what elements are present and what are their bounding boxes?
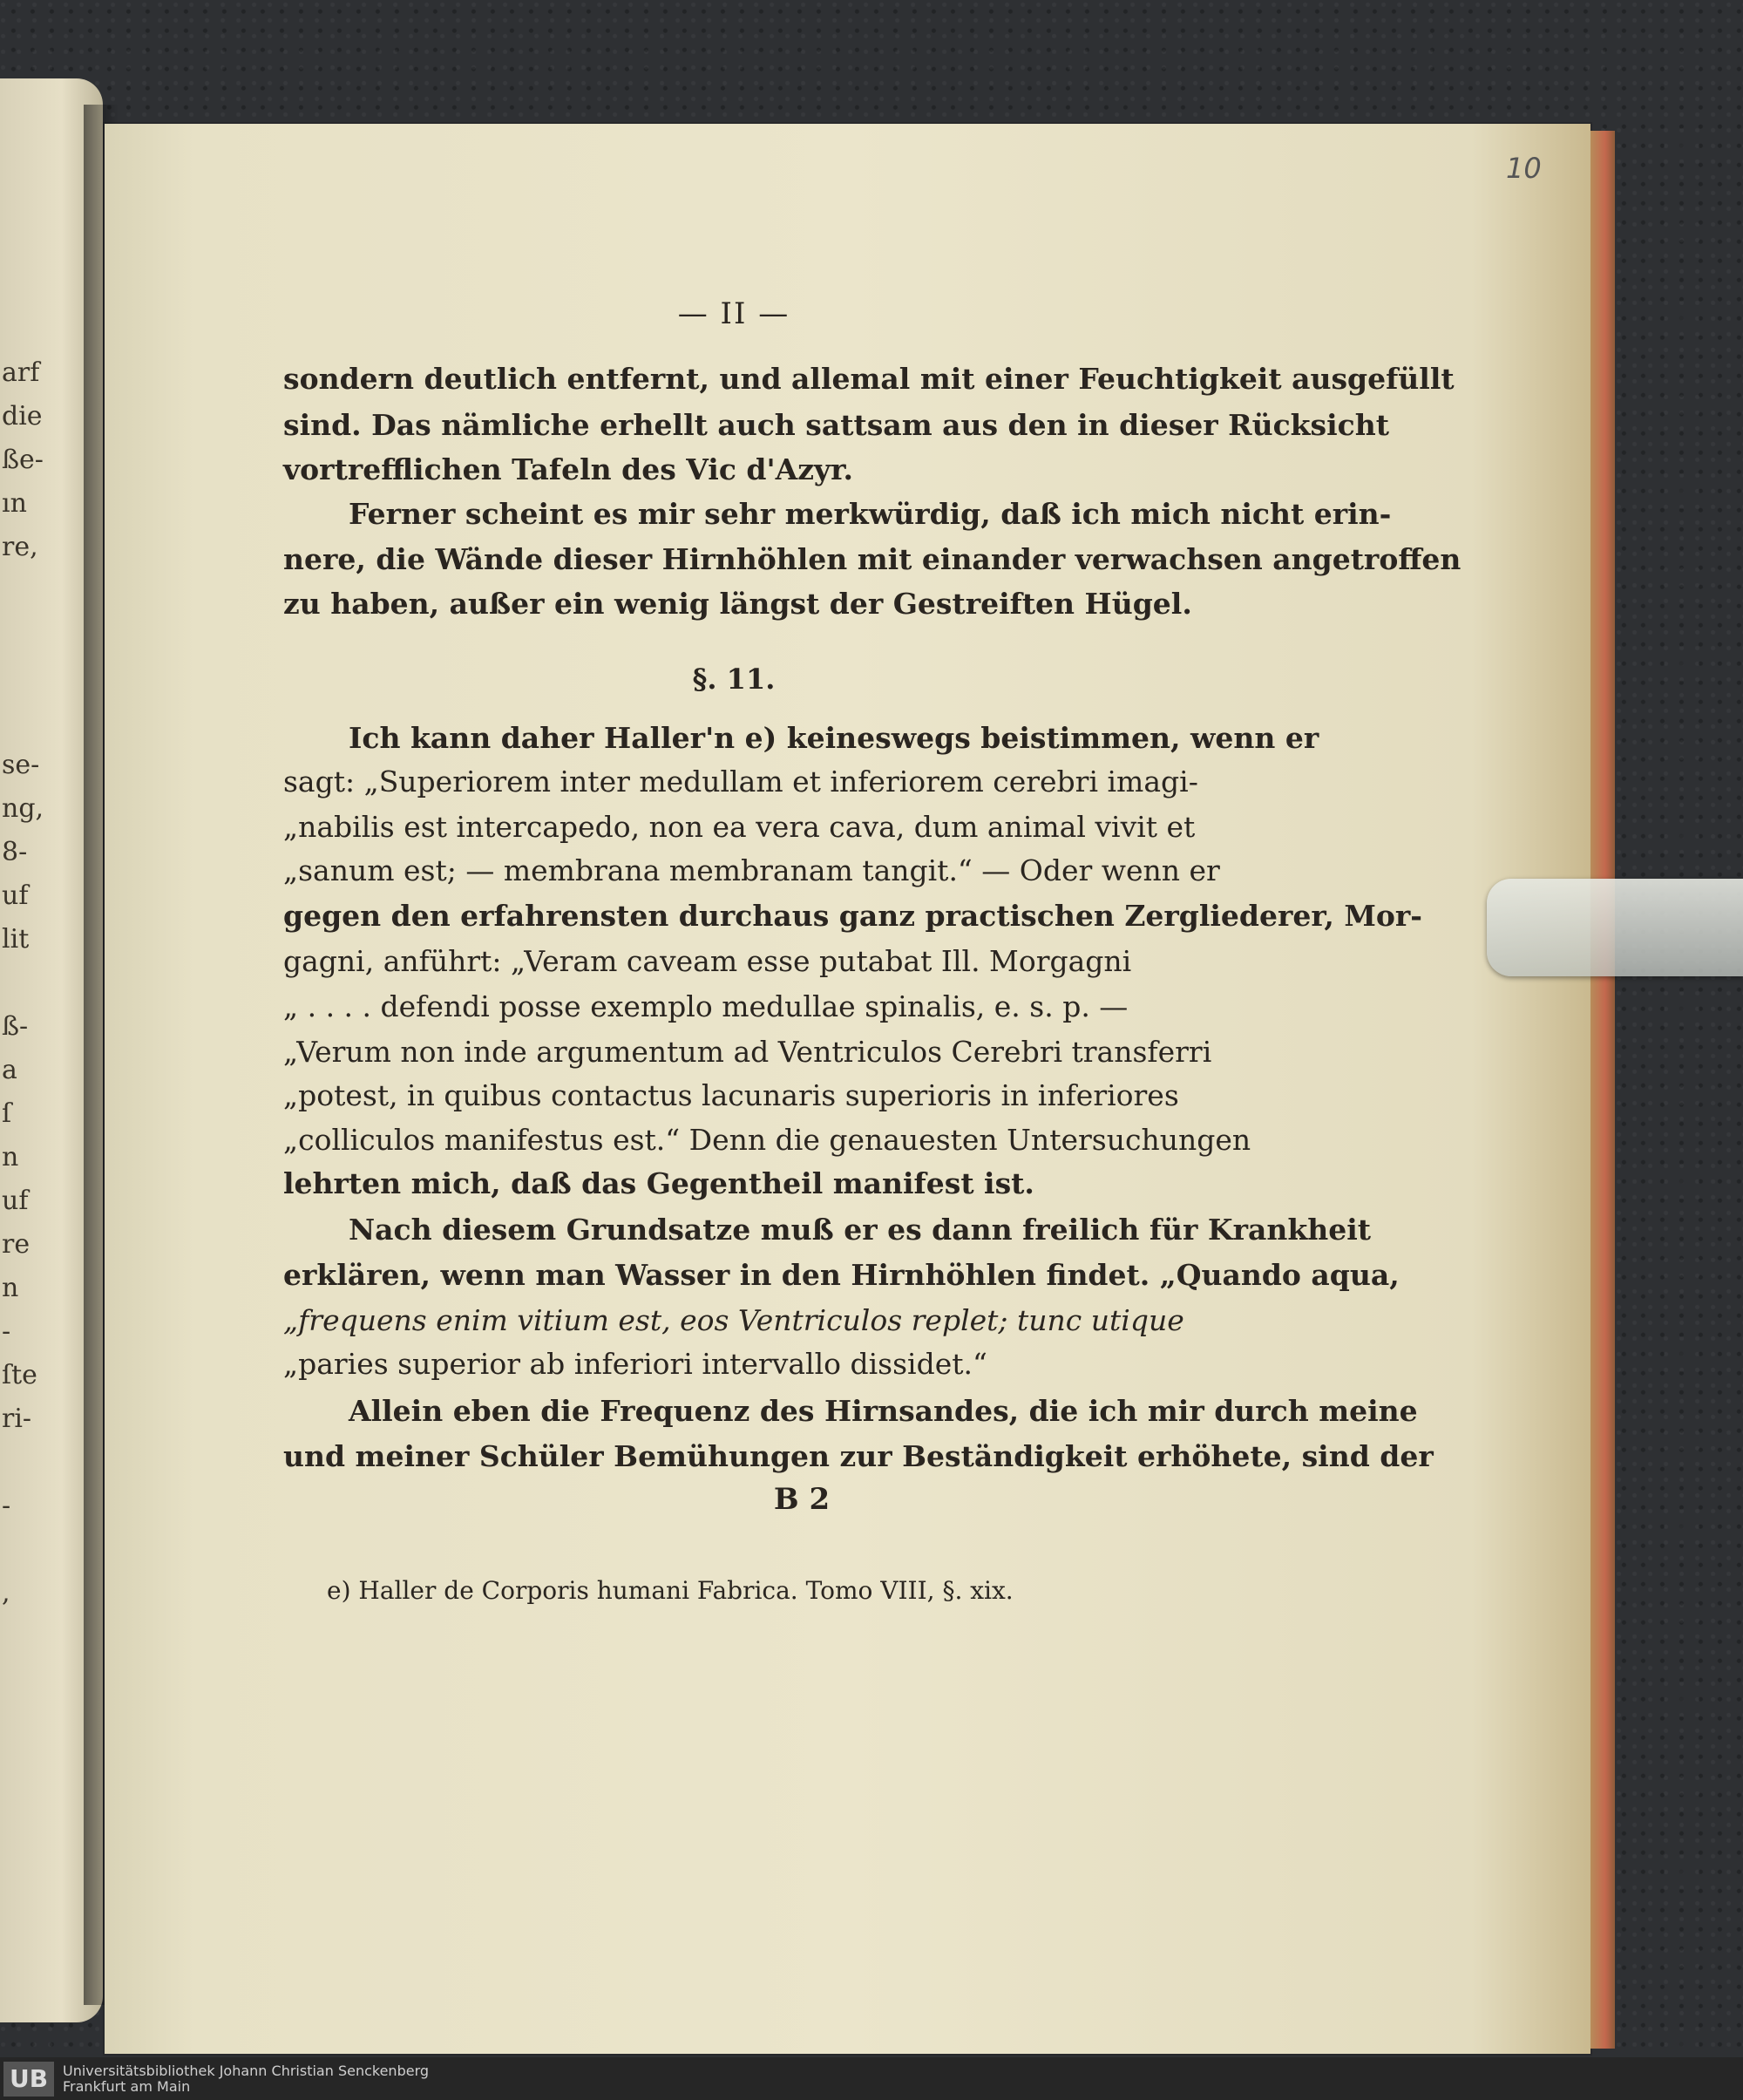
archive-number: 10 <box>1506 152 1542 185</box>
left-page-fragment: se- <box>2 750 40 780</box>
left-page-fragment: ſ <box>2 1098 12 1129</box>
page-number: — II — <box>677 296 790 331</box>
text-line: sondern deutlich entfernt, und allemal mit einer Feuchtigkeit ausgefüllt <box>283 362 1455 396</box>
ub-logo: UB <box>3 2062 54 2097</box>
library-line-2: Frankfurt am Main <box>63 2077 191 2095</box>
left-page-fragment: ng, <box>2 793 44 824</box>
signature-mark: B 2 <box>773 1482 831 1517</box>
text-line: „ . . . . defendi posse exemplo medullae spinalis, e. s. p. — <box>283 989 1129 1023</box>
left-page-fragment: die <box>2 401 43 432</box>
text-line: sagt: „Superiorem inter medullam et inferiorem cerebri imagi- <box>283 765 1198 799</box>
section-heading: §. 11. <box>692 663 776 696</box>
text-line: „paries superior ab inferiori intervallo dissidet.“ <box>283 1347 987 1381</box>
text-line: vortrefflichen Tafeln des Vic d'Azyr. <box>283 452 853 486</box>
left-page-fragment: ß- <box>2 1011 29 1042</box>
left-page-fragment: 8- <box>2 837 28 867</box>
left-page-fragment: arf <box>2 357 40 388</box>
text-line: lehrten mich, daß das Gegentheil manifest ist. <box>283 1166 1034 1200</box>
left-page-fragment: , <box>2 1578 10 1608</box>
text-line: „potest, in quibus contactus lacunaris superioris in inferiores <box>283 1078 1179 1112</box>
text-line: Ferner scheint es mir sehr merkwürdig, daß ich mich nicht erin- <box>349 497 1392 531</box>
left-page-fragment: ri- <box>2 1403 32 1434</box>
library-line-1: Universitätsbibliothek Johann Christian Senckenberg <box>63 2062 430 2079</box>
text-line: zu haben, außer ein wenig längst der Gestreiften Hügel. <box>283 587 1192 621</box>
left-page-fragment: ße- <box>2 445 44 475</box>
library-name <box>63 2063 429 2095</box>
text-line: sind. Das nämliche erhellt auch sattsam aus den in dieser Rücksicht <box>283 408 1389 442</box>
page-edge <box>1590 131 1615 2049</box>
text-line: gegen den erfahrensten durchaus ganz practischen Zergliederer, Mor- <box>283 899 1422 933</box>
left-page-fragment: re <box>2 1229 31 1260</box>
text-line: „colliculos manifestus est.“ Denn die genauesten Untersuchungen <box>283 1123 1251 1157</box>
left-page-fragment: re, <box>2 532 38 562</box>
left-page-fragment: ın <box>2 488 27 519</box>
text-line: gagni, anführt: „Veram caveam esse putabat Ill. Morgagni <box>283 944 1132 978</box>
text-line: nere, die Wände dieser Hirnhöhlen mit einander verwachsen angetroffen <box>283 542 1462 576</box>
page-clip <box>1487 879 1743 976</box>
text-line: „sanum est; — membrana membranam tangit.“ — Oder wenn er <box>283 853 1220 887</box>
library-footer <box>0 2057 1743 2100</box>
left-page-fragment: uf <box>2 880 29 911</box>
footnote: e) Haller de Corporis humani Fabrica. Tomo VIII, §. xix. <box>327 1576 1014 1605</box>
text-line: „nabilis est intercapedo, non ea vera cava, dum animal vivit et <box>283 810 1196 844</box>
left-page-fragment: uf <box>2 1186 29 1216</box>
text-line: Nach diesem Grundsatze muß er es dann freilich für Krankheit <box>349 1213 1371 1247</box>
left-page-fragment: a <box>2 1055 17 1085</box>
text-line: und meiner Schüler Bemühungen zur Beständigkeit erhöhete, sind der <box>283 1439 1434 1473</box>
text-line: Allein eben die Frequenz des Hirnsandes, die ich mir durch meine <box>349 1394 1418 1428</box>
left-page-fragment: lit <box>2 924 30 955</box>
left-page-fragment: n <box>2 1142 19 1172</box>
text-line: „frequens enim vitium est, eos Ventriculos replet; tunc utique <box>283 1303 1184 1337</box>
text-line: erklären, wenn man Wasser in den Hirnhöhlen findet. „Quando aqua, <box>283 1258 1400 1292</box>
left-page-fragment: ſte <box>2 1360 37 1390</box>
text-line: „Verum non inde argumentum ad Ventriculos Cerebri transferri <box>283 1035 1212 1069</box>
left-page-fragment: - <box>2 1316 11 1347</box>
text-line: Ich kann daher Haller'n e) keineswegs beistimmen, wenn er <box>349 721 1319 755</box>
left-page-fragment: n <box>2 1273 19 1303</box>
left-page-fragment: - <box>2 1491 11 1521</box>
